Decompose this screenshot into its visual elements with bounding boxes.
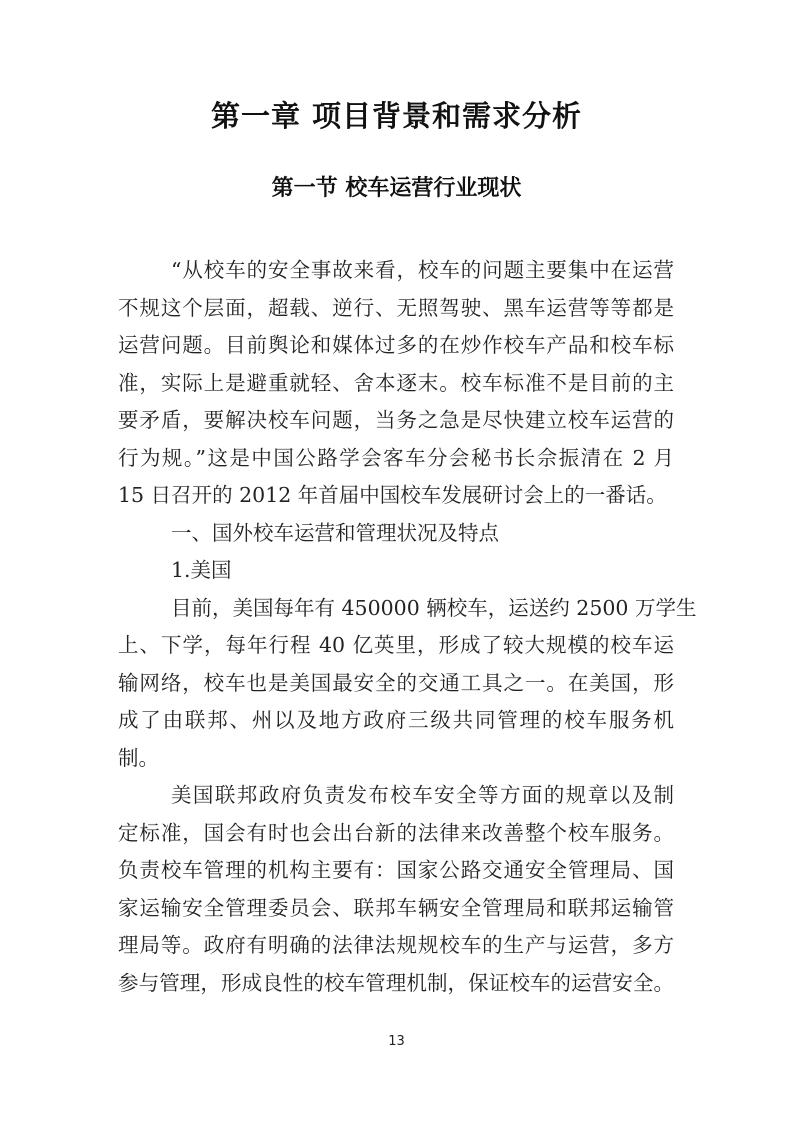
section-title: 第一节 校车运营行业现状 [271,176,522,201]
text-line: 理局等。政府有明确的法律法规规校车的生产与运营，多方 [118,933,674,957]
subheading-line: 1.美国 [171,558,232,582]
text-line: 输网络，校车也是美国最安全的交通工具之一。在美国，形 [118,670,674,695]
text-line: 要矛盾，要解决校车问题，当务之急是尽快建立校车运营的 [118,408,674,432]
text-line: 上、下学，每年行程 40 亿英里，形成了较大规模的校车运 [118,633,674,657]
text-line: 15 日召开的 2012 年首届中国校车发展研讨会上的一番话。 [118,483,667,507]
text-line: 参与管理，形成良性的校车管理机制，保证校车的运营安全。 [118,970,674,995]
page-number: 13 [388,1034,405,1049]
text-line: 成了由联邦、州以及地方政府三级共同管理的校车服务机 [118,708,674,732]
text-line: 定标准，国会有时也会出台新的法律来改善整个校车服务。 [118,820,674,845]
text-line: 目前，美国每年有 450000 辆校车，运送约 2500 万学生 [171,595,697,620]
chapter-title: 第一章 项目背景和需求分析 [210,99,583,133]
text-line: 运营问题。目前舆论和媒体过多的在炒作校车产品和校车标 [118,333,674,357]
text-line: 行为规。”这是中国公路学会客车分会秘书长佘振清在 2 月 [118,445,674,470]
text-line: 负责校车管理的机构主要有：国家公路交通安全管理局、国 [118,858,674,882]
text-line: 制。 [118,745,159,770]
text-line: 家运输安全管理委员会、联邦车辆安全管理局和联邦运输管 [118,895,674,920]
body-text [118,252,697,1002]
text-line: 不规这个层面，超载、逆行、无照驾驶、黑车运营等等都是 [118,295,674,320]
text-line: 美国联邦政府负责发布校车安全等方面的规章以及制 [171,783,674,807]
text-line: “从校车的安全事故来看，校车的问题主要集中在运营 [171,258,674,282]
text-line: 准，实际上是避重就轻、舍本逐末。校车标准不是目前的主 [118,370,674,395]
subheading-line: 一、国外校车运营和管理状况及特点 [171,520,499,545]
